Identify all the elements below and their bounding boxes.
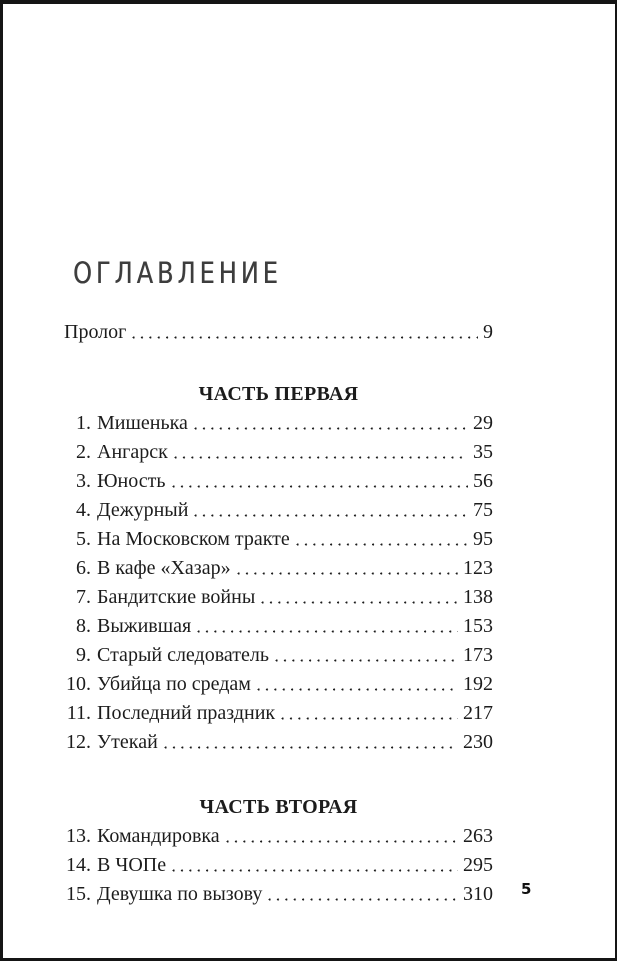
page-number: 95 (473, 528, 493, 550)
chapter-number: 2. (76, 441, 91, 463)
toc-row (64, 583, 493, 612)
dot-leader (236, 554, 458, 583)
chapter-number: 13. (66, 825, 91, 847)
dot-leader (280, 699, 458, 728)
chapter-number: 7. (76, 586, 91, 608)
chapter-number: 12. (66, 731, 91, 753)
dot-leader (274, 641, 458, 670)
spacer (64, 757, 493, 793)
toc-row (64, 409, 493, 438)
dot-leader (267, 880, 458, 909)
spacer (64, 347, 493, 380)
dot-leader (256, 670, 458, 699)
toc-row (64, 467, 493, 496)
toc-row-prologue (64, 318, 493, 347)
toc-row (64, 822, 493, 851)
chapter-number: 15. (66, 883, 91, 905)
table-of-contents (64, 318, 493, 909)
page-number: 75 (473, 499, 493, 521)
dot-leader (163, 728, 458, 757)
chapter-number: 11. (66, 702, 91, 724)
chapter-title: Командировка (97, 825, 220, 847)
toc-title: ОГЛАВЛЕНИЕ (73, 256, 282, 291)
chapter-number: 6. (76, 557, 91, 579)
chapter-number: 5. (76, 528, 91, 550)
section-heading-part-one: ЧАСТЬ ПЕРВАЯ (198, 383, 359, 405)
dot-leader (225, 822, 458, 851)
page-number: 153 (463, 615, 493, 637)
toc-row (64, 438, 493, 467)
chapter-number: 9. (76, 644, 91, 666)
chapter-title: В кафе «Хазар» (97, 557, 231, 579)
chapter-title: Выжившая (97, 615, 192, 637)
page-number: 310 (463, 883, 493, 905)
chapter-title: Мишенька (97, 412, 188, 434)
page-number: 230 (463, 731, 493, 753)
chapter-number: 8. (76, 615, 91, 637)
chapter-number: 10. (66, 673, 91, 695)
page-number: 173 (463, 644, 493, 666)
chapter-title: На Московском тракте (97, 528, 290, 550)
toc-row (64, 525, 493, 554)
chapter-number: 4. (76, 499, 91, 521)
page-number: 56 (473, 470, 493, 492)
page-number: 9 (483, 321, 493, 343)
dot-leader (173, 438, 468, 467)
toc-row (64, 728, 493, 757)
chapter-title: Девушка по вызову (97, 883, 263, 905)
chapter-number: 1. (76, 412, 91, 434)
chapter-title: Убийца по средам (97, 673, 251, 695)
chapter-number: 14. (66, 854, 91, 876)
page-number: 138 (463, 586, 493, 608)
page-number: 29 (473, 412, 493, 434)
toc-row (64, 670, 493, 699)
dot-leader (171, 467, 469, 496)
chapter-title: Утекай (97, 731, 158, 753)
chapter-title: Ангарск (97, 441, 168, 463)
page-number: 35 (473, 441, 493, 463)
dot-leader (131, 318, 478, 347)
page-number: 192 (463, 673, 493, 695)
chapter-title: Бандитские войны (97, 586, 256, 608)
toc-row (64, 612, 493, 641)
page-number: 295 (463, 854, 493, 876)
toc-row (64, 699, 493, 728)
chapter-title: В ЧОПе (97, 854, 167, 876)
toc-row (64, 554, 493, 583)
chapter-title: Последний праздник (97, 702, 276, 724)
page-number: 123 (463, 557, 493, 579)
page-number: 217 (463, 702, 493, 724)
dot-leader (295, 525, 468, 554)
toc-row (64, 641, 493, 670)
dot-leader (193, 409, 468, 438)
toc-row (64, 880, 493, 909)
dot-leader (260, 583, 458, 612)
page-number: 263 (463, 825, 493, 847)
chapter-title: Старый следователь (97, 644, 269, 666)
section-heading-part-two: ЧАСТЬ ВТОРАЯ (199, 796, 358, 818)
toc-row (64, 496, 493, 525)
dot-leader (196, 612, 458, 641)
dot-leader (193, 496, 468, 525)
chapter-title: Пролог (64, 321, 127, 343)
book-page (3, 4, 615, 958)
chapter-title: Юность (97, 470, 166, 492)
dot-leader (171, 851, 458, 880)
chapter-number: 3. (76, 470, 91, 492)
toc-row (64, 851, 493, 880)
folio-page-number: 5 (521, 880, 532, 898)
chapter-title: Дежурный (97, 499, 189, 521)
